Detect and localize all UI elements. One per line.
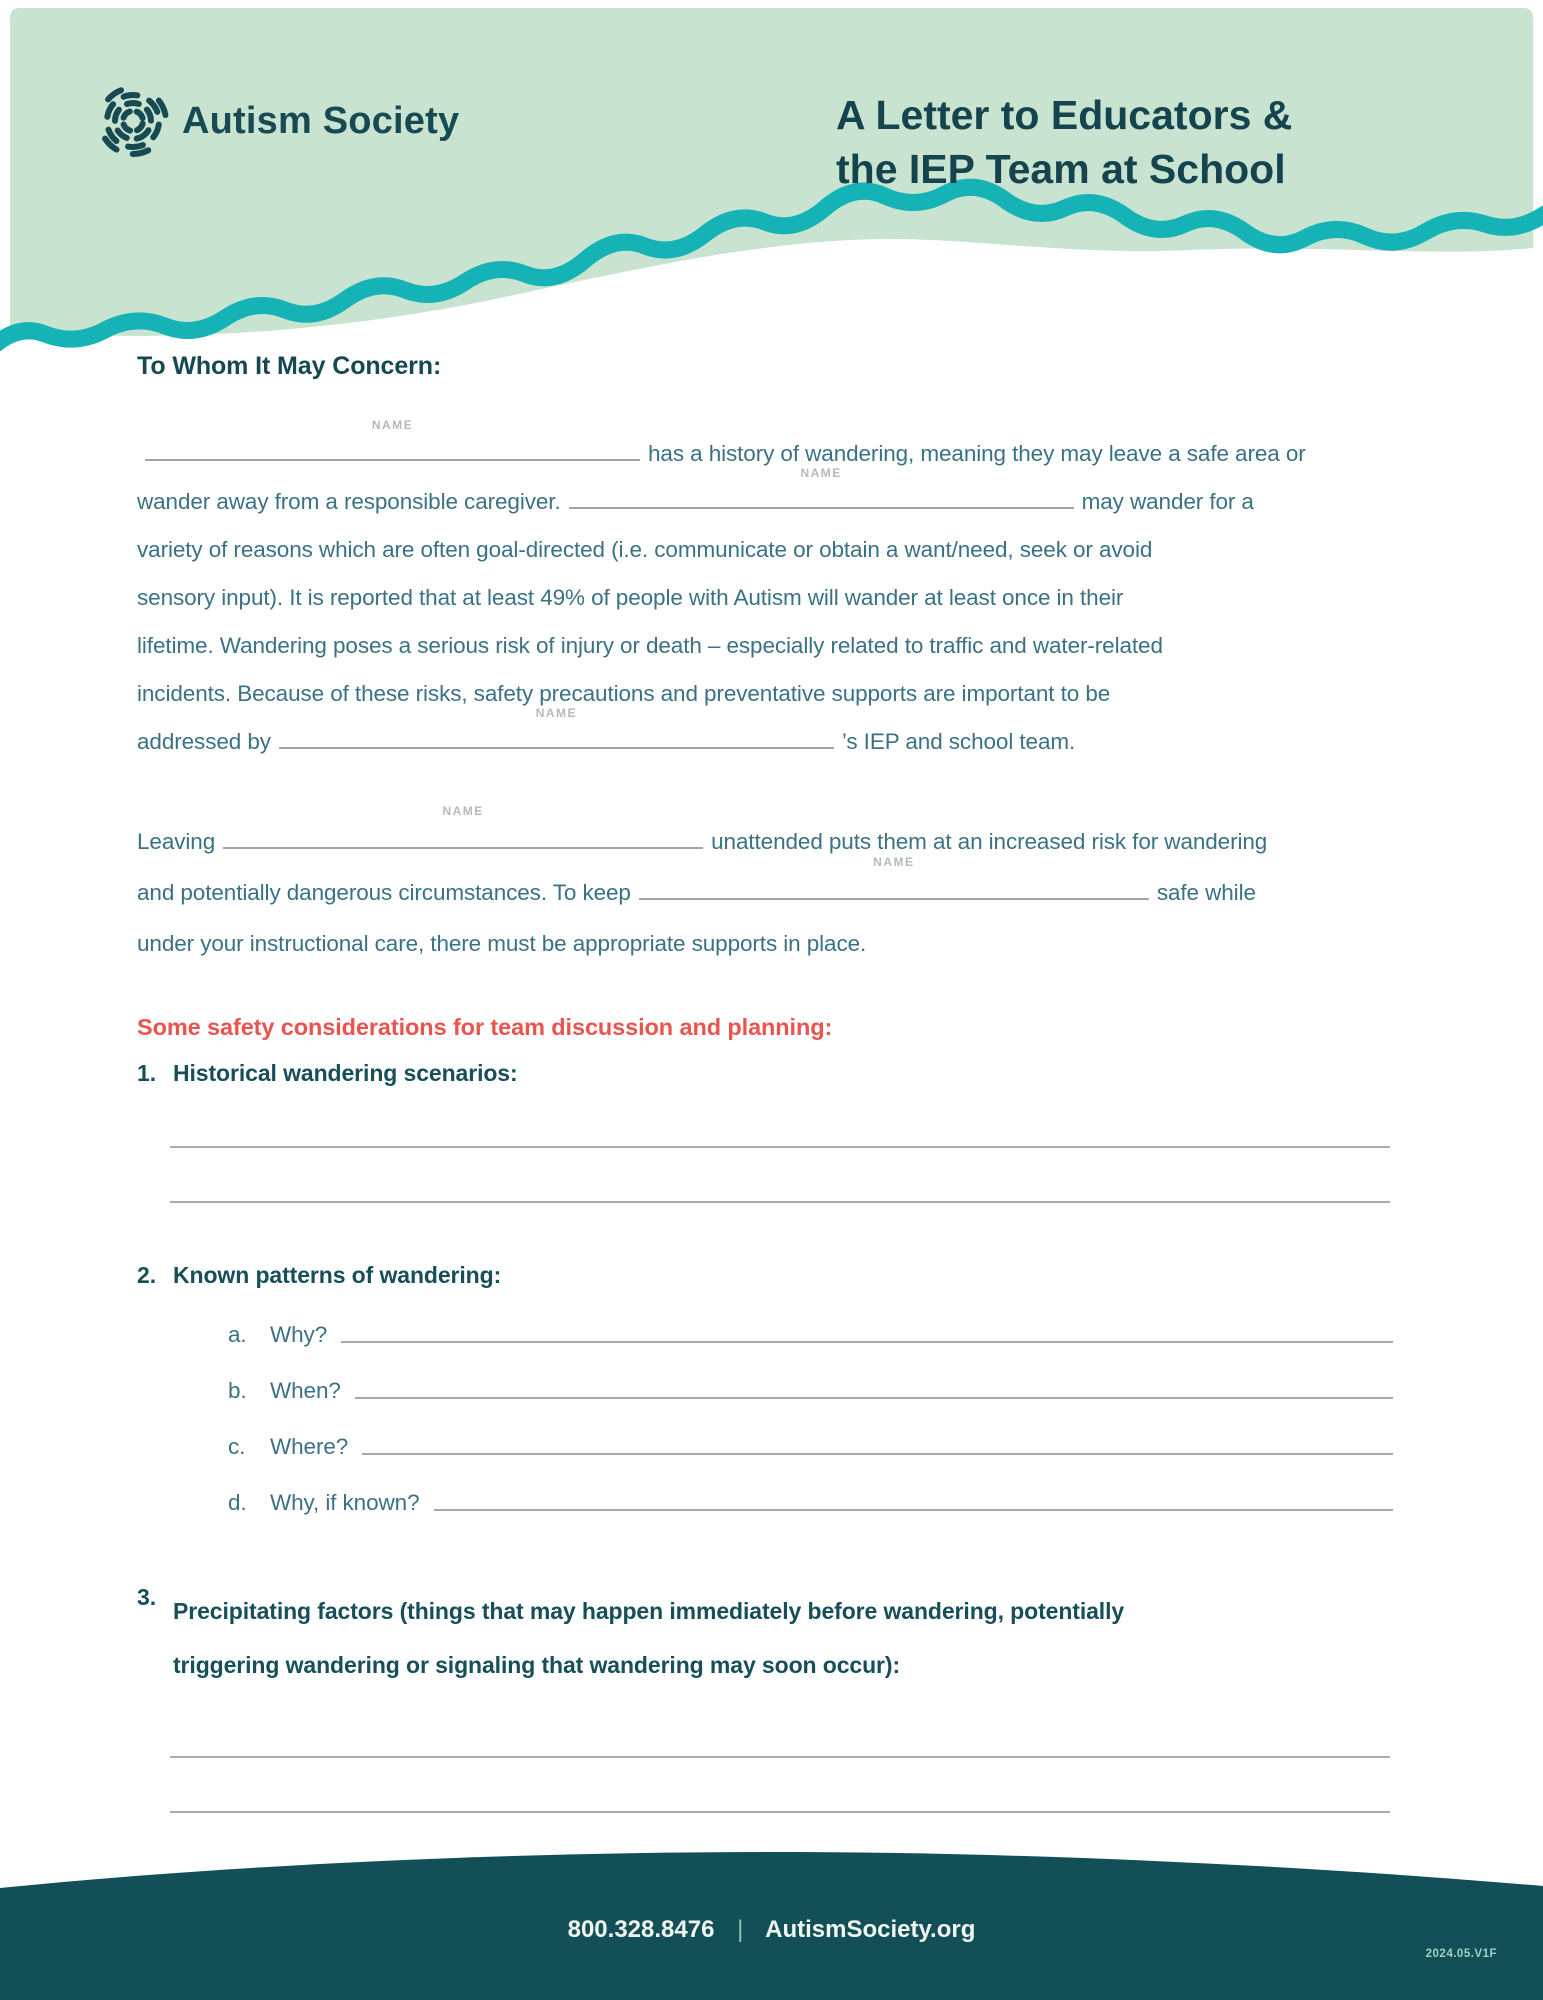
list-item-number: 1. [137, 1060, 156, 1086]
paragraph-text: and potentially dangerous circumstances. To keep [137, 880, 631, 905]
sub-question-label: Why, if known? [270, 1490, 420, 1515]
paragraph-line: lifetime. Wandering poses a serious risk of injury or death – especially related to traffic and water-related [137, 633, 1163, 658]
wandering-pattern-questions [228, 1292, 1393, 1516]
paragraph-text: safe while [1156, 880, 1256, 905]
paragraph-line [137, 855, 1393, 918]
footer-contact [0, 1916, 1543, 1944]
safety-considerations-heading: Some safety considerations for team discussion and planning: [137, 1014, 833, 1040]
list-item-number: 2. [137, 1262, 156, 1288]
paragraph-line: under your instructional care, there must be appropriate supports in place. [137, 931, 867, 956]
name-field-label: NAME [535, 706, 578, 720]
header-mint-shape [10, 8, 1533, 336]
sub-question-letter: d. [228, 1490, 247, 1515]
answer-line-why-if-known[interactable] [434, 1509, 1394, 1511]
paragraph-text: may wander for a [1081, 489, 1254, 514]
name-blank-2[interactable] [569, 466, 1074, 509]
footer-separator: | [737, 1916, 744, 1943]
sub-question-letter: c. [228, 1434, 246, 1459]
footer-website: AutismSociety.org [765, 1916, 976, 1943]
writing-line-4[interactable] [170, 1811, 1390, 1813]
paragraph-text: has a history of wandering, meaning they may leave a safe area or [648, 441, 1306, 466]
list-item-1 [137, 1060, 1393, 1087]
answer-line-when[interactable] [355, 1397, 1393, 1399]
sub-question-when [228, 1348, 1393, 1404]
sub-question-label: Why? [270, 1322, 328, 1347]
list-item-label: Historical wandering scenarios: [173, 1060, 518, 1086]
page-title-line2: the IEP Team at School [836, 146, 1286, 192]
list-item-number: 3. [137, 1584, 156, 1610]
list-item-2 [137, 1262, 1393, 1289]
document-version-code: 2024.05.V1F [1425, 1948, 1497, 1960]
name-field-label: NAME [442, 804, 484, 818]
page-title-line1: A Letter to Educators & [836, 92, 1293, 138]
sub-question-letter: a. [228, 1322, 247, 1347]
list-item-label-line1: Precipitating factors (things that may happen immediately before wandering, potentially [173, 1598, 1125, 1624]
sub-question-letter: b. [228, 1378, 247, 1403]
name-field-label: NAME [800, 466, 842, 480]
name-blank-3[interactable] [279, 706, 834, 749]
name-blank-4[interactable] [223, 804, 703, 849]
letter-paragraph-1 [137, 418, 1393, 766]
paragraph-text: Leaving [137, 829, 216, 854]
paragraph-line [137, 466, 1393, 526]
name-field-label: NAME [873, 855, 915, 869]
answer-line-where[interactable] [362, 1453, 1393, 1455]
sub-question-label: Where? [270, 1434, 349, 1459]
paragraph-text: addressed by [137, 729, 271, 754]
list-item-label-line2: triggering wandering or signaling that wandering may soon occur): [173, 1652, 901, 1678]
sub-question-why [228, 1292, 1393, 1348]
list-item-label: Known patterns of wandering: [173, 1262, 502, 1288]
logo-pinwheel-icon [96, 84, 170, 158]
footer-phone: 800.328.8476 [567, 1916, 715, 1943]
writing-line-2[interactable] [170, 1201, 1390, 1203]
name-blank-5[interactable] [639, 855, 1149, 900]
autism-society-logo [96, 84, 459, 158]
name-field-label: NAME [371, 418, 414, 432]
sub-question-why-if-known [228, 1460, 1393, 1516]
paragraph-line: incidents. Because of these risks, safety precautions and preventative supports are important to be [137, 681, 1111, 706]
letter-paragraph-2 [137, 804, 1393, 969]
sub-question-where [228, 1404, 1393, 1460]
paragraph-text: ’s IEP and school team. [841, 729, 1076, 754]
salutation: To Whom It May Concern: [137, 352, 442, 380]
writing-line-3[interactable] [170, 1756, 1390, 1758]
logo-wordmark: Autism Society [182, 99, 460, 142]
paragraph-line: sensory input). It is reported that at least 49% of people with Autism will wander at least once in their [137, 585, 1124, 610]
paragraph-line [137, 706, 1393, 766]
paragraph-text: wander away from a responsible caregiver. [137, 489, 561, 514]
name-blank-1[interactable] [145, 418, 640, 461]
page-title [836, 88, 1292, 196]
list-item-3 [137, 1584, 1393, 1692]
list-item-label [173, 1584, 1124, 1692]
paragraph-line: variety of reasons which are often goal-directed (i.e. communicate or obtain a want/need, seek or avoid [137, 537, 1153, 562]
sub-question-label: When? [270, 1378, 341, 1403]
answer-line-why[interactable] [341, 1341, 1393, 1343]
writing-line-1[interactable] [170, 1146, 1390, 1148]
paragraph-text: unattended puts them at an increased risk for wandering [711, 829, 1268, 854]
